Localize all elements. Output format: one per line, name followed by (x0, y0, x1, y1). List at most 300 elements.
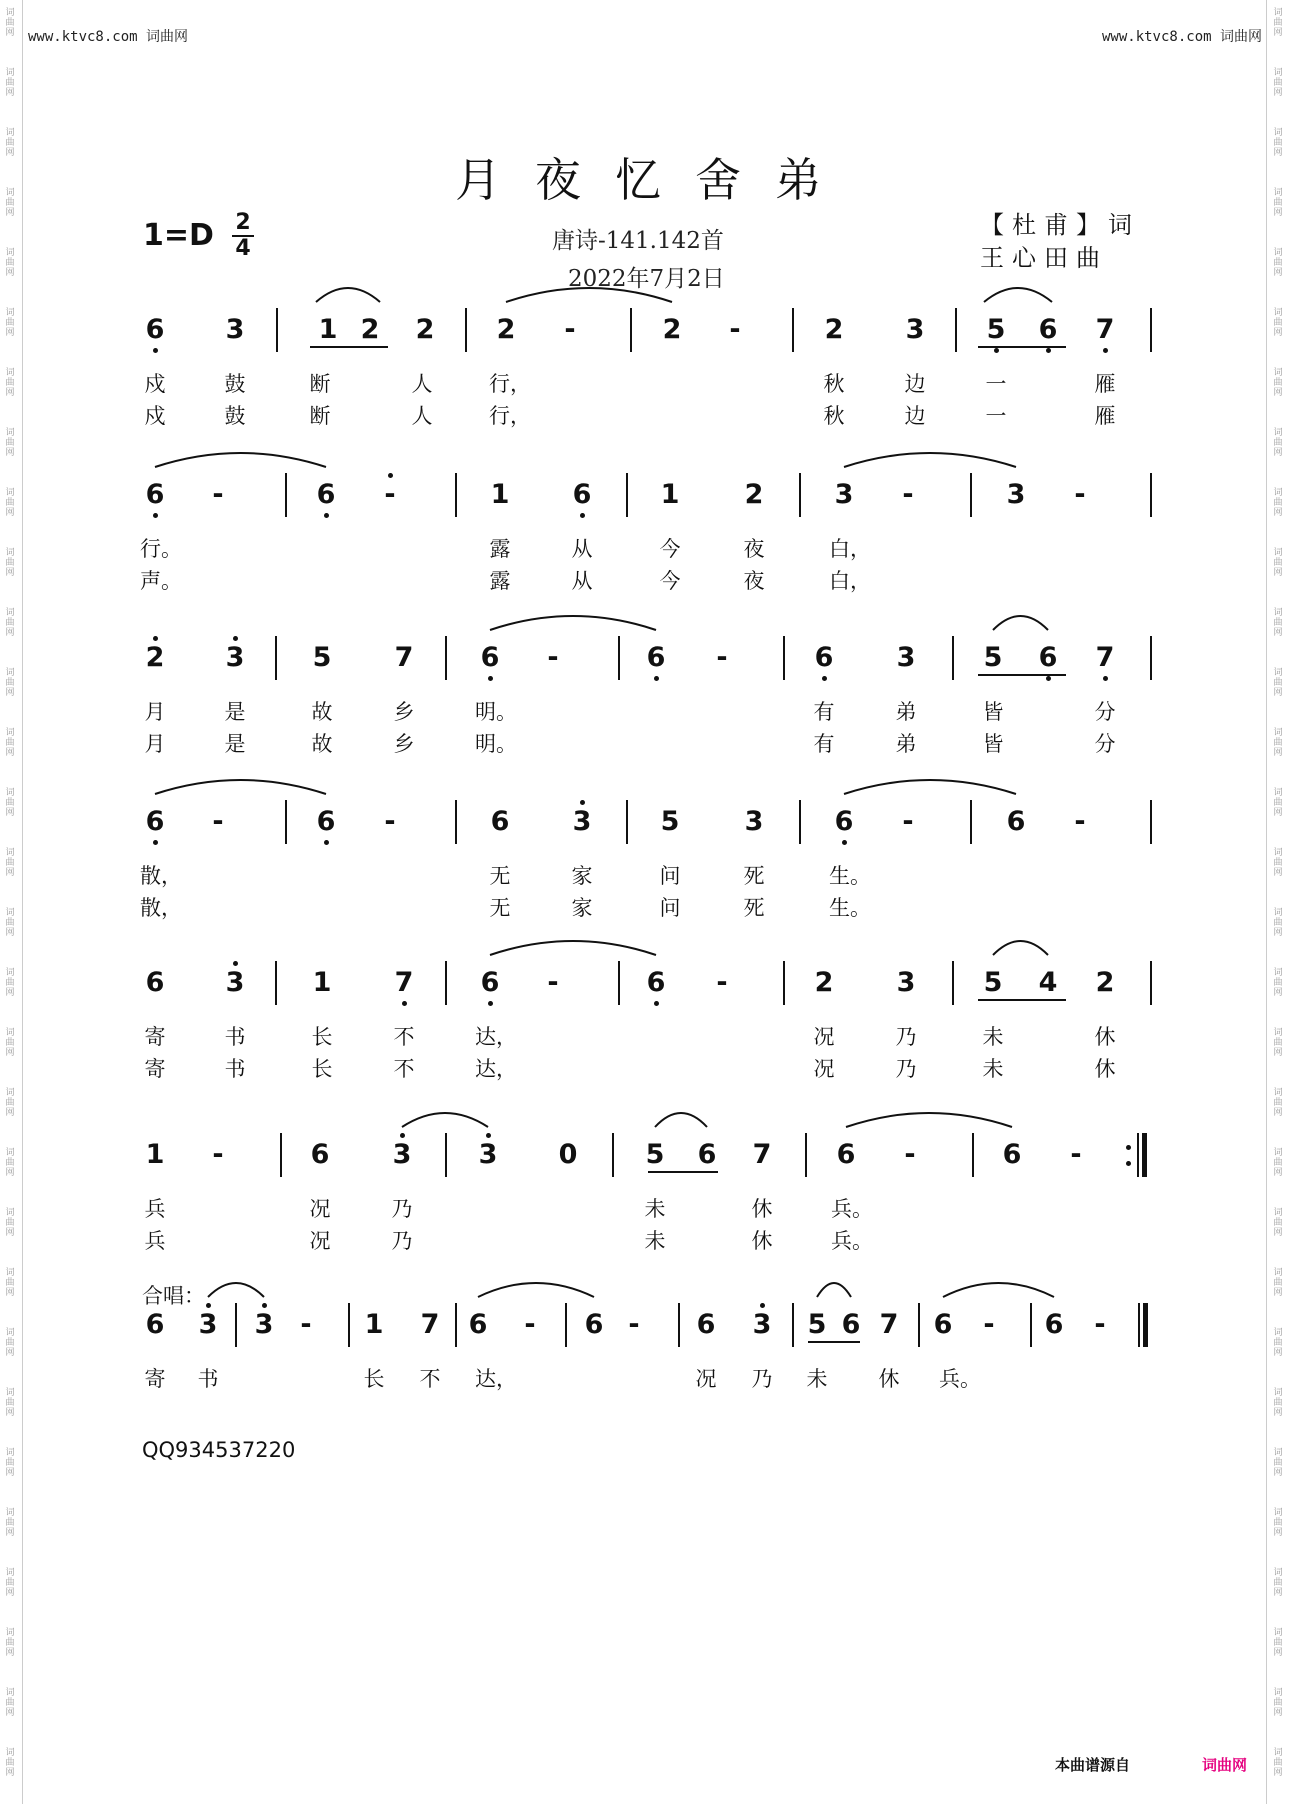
note: 3 (478, 1139, 498, 1170)
note: - (547, 967, 559, 998)
lyric-verse-2: 寄 (144, 1057, 166, 1081)
key-signature: 1=D (143, 218, 214, 253)
lyric-verse-2: 兵。 (831, 1229, 873, 1253)
side-watermark-mark: 词 曲 网 (5, 1268, 15, 1298)
note: 1 (490, 479, 510, 510)
barline (275, 636, 277, 680)
barline (445, 961, 447, 1005)
note: - (902, 479, 914, 510)
note-dot-below (1103, 676, 1108, 681)
note: 1 (145, 1139, 165, 1170)
lyric-verse-1: 无 (489, 864, 511, 888)
lyric-verse-2: 雁 (1094, 404, 1116, 428)
lyric-verse-2: 休 (1094, 1057, 1116, 1081)
lyric-verse-1: 今 (659, 537, 681, 561)
note: 7 (394, 967, 414, 998)
barline (280, 1133, 282, 1177)
note-dot-above (206, 1303, 211, 1308)
slur (989, 933, 1052, 959)
note: 2 (496, 314, 516, 345)
side-watermark-mark: 词 曲 网 (1273, 1448, 1283, 1478)
eighth-beam (978, 346, 1066, 348)
note-dot-above (262, 1303, 267, 1308)
note: - (983, 1309, 995, 1340)
side-watermark-mark: 词 曲 网 (1273, 548, 1283, 578)
side-watermark-mark: 词 曲 网 (1273, 1028, 1283, 1058)
composer-credit: 王心田曲 (980, 244, 1108, 272)
lyric-verse-2: 是 (224, 732, 246, 756)
lyric-verse-2: 白， (829, 569, 871, 593)
note: 2 (145, 642, 165, 673)
lyric-verse-1: 书 (197, 1367, 219, 1391)
note: 6 (646, 642, 666, 673)
side-watermark-mark: 词 曲 网 (5, 908, 15, 938)
barline (565, 1303, 567, 1347)
note: 6 (1006, 806, 1026, 837)
barline (235, 1303, 237, 1347)
lyric-verse-1: 不 (419, 1367, 441, 1391)
note: 7 (420, 1309, 440, 1340)
lyric-verse-1: 未 (806, 1367, 828, 1391)
barline (1150, 961, 1152, 1005)
note: 3 (198, 1309, 218, 1340)
note: 5 (986, 314, 1006, 345)
lyric-verse-1: 露 (489, 537, 511, 561)
side-watermark-mark: 词 曲 网 (5, 1208, 15, 1238)
note: 6 (584, 1309, 604, 1340)
note: 3 (225, 642, 245, 673)
barline (1150, 308, 1152, 352)
note: 3 (744, 806, 764, 837)
slur (840, 772, 1020, 798)
note: 1 (364, 1309, 384, 1340)
slur (312, 280, 384, 306)
slur (486, 608, 660, 634)
note-dot-below (580, 513, 585, 518)
note: - (729, 314, 741, 345)
lyric-verse-2: 长 (311, 1057, 333, 1081)
side-watermark-mark: 词 曲 网 (5, 1088, 15, 1118)
note: 7 (1095, 314, 1115, 345)
side-watermark-mark: 词 曲 网 (5, 1448, 15, 1478)
lyric-verse-1: 休 (1094, 1025, 1116, 1049)
lyric-verse-1: 休 (878, 1367, 900, 1391)
lyric-verse-1: 断 (309, 372, 331, 396)
barline (455, 1303, 457, 1347)
side-watermark-mark: 词 曲 网 (5, 1508, 15, 1538)
note-dot-above (233, 961, 238, 966)
footer-source-site: 词曲网 (1202, 1756, 1248, 1774)
left-watermark-strip (0, 0, 22, 1804)
barline (970, 800, 972, 844)
note: 6 (696, 1309, 716, 1340)
note: 6 (1044, 1309, 1064, 1340)
lyric-verse-1: 故 (311, 700, 333, 724)
note: 3 (225, 314, 245, 345)
note-dot-above (580, 800, 585, 805)
note: 5 (660, 806, 680, 837)
lyric-verse-2: 今 (659, 569, 681, 593)
note: 6 (836, 1139, 856, 1170)
subtitle: 唐诗-141.142首 (552, 228, 724, 254)
lyric-verse-2: 问 (659, 896, 681, 920)
lyric-verse-1: 乃 (391, 1197, 413, 1221)
barline (678, 1303, 680, 1347)
header-site-right: www.ktvc8.com 词曲网 (1101, 29, 1262, 45)
lyric-verse-2: 断 (309, 404, 331, 428)
note: 3 (752, 1309, 772, 1340)
lyric-verse-2: 休 (751, 1229, 773, 1253)
note: 1 (660, 479, 680, 510)
lyric-verse-1: 弟 (895, 700, 917, 724)
note: 3 (905, 314, 925, 345)
lyricist-credit: 【杜甫】词 (980, 211, 1140, 239)
lyric-verse-2: 月 (144, 732, 166, 756)
lyric-verse-1: 长 (311, 1025, 333, 1049)
right-watermark-strip (1268, 0, 1290, 1804)
note-dot-below (654, 676, 659, 681)
lyric-verse-2: 死 (743, 896, 765, 920)
lyric-verse-2: 弟 (895, 732, 917, 756)
note: 6 (480, 642, 500, 673)
side-watermark-mark: 词 曲 网 (1273, 308, 1283, 338)
lyric-verse-2: 达， (475, 1057, 517, 1081)
note: 5 (983, 642, 1003, 673)
slur (989, 608, 1052, 634)
barline (952, 961, 954, 1005)
side-watermark-mark: 词 曲 网 (5, 488, 15, 518)
lyric-verse-1: 况 (695, 1367, 717, 1391)
barline (630, 308, 632, 352)
slur (486, 933, 660, 959)
lyric-verse-1: 一 (985, 372, 1007, 396)
side-watermark-mark: 词 曲 网 (5, 68, 15, 98)
barline (445, 636, 447, 680)
lyric-verse-1: 寄 (144, 1367, 166, 1391)
note-dot-below (153, 348, 158, 353)
barline (792, 308, 794, 352)
side-watermark-mark: 词 曲 网 (1273, 968, 1283, 998)
note-dot-below (488, 1001, 493, 1006)
side-watermark-mark: 词 曲 网 (1273, 728, 1283, 758)
final-barline-thick (1142, 1133, 1147, 1177)
lyric-verse-2: 乃 (391, 1229, 413, 1253)
side-watermark-mark: 词 曲 网 (5, 848, 15, 878)
lyric-verse-1: 秋 (823, 372, 845, 396)
repeat-dot (1126, 1161, 1131, 1166)
barline (618, 636, 620, 680)
side-watermark-mark: 词 曲 网 (1273, 1088, 1283, 1118)
barline (970, 473, 972, 517)
note: 6 (145, 967, 165, 998)
side-watermark-mark: 词 曲 网 (5, 608, 15, 638)
side-watermark-mark: 词 曲 网 (5, 1568, 15, 1598)
barline (952, 636, 954, 680)
lyric-verse-2: 露 (489, 569, 511, 593)
note: - (547, 642, 559, 673)
barline (626, 800, 628, 844)
note-dot-above (153, 636, 158, 641)
side-watermark-mark: 词 曲 网 (5, 668, 15, 698)
note: 6 (834, 806, 854, 837)
lyric-verse-2: 兵 (144, 1229, 166, 1253)
side-watermark-mark: 词 曲 网 (1273, 68, 1283, 98)
note: 2 (1095, 967, 1115, 998)
note: 3 (254, 1309, 274, 1340)
footer-source-prefix: 本曲谱源自 (1055, 1756, 1131, 1774)
note: 6 (814, 642, 834, 673)
lyric-verse-1: 夜 (743, 537, 765, 561)
contact-qq: QQ934537220 (142, 1438, 296, 1462)
lyric-verse-1: 兵 (144, 1197, 166, 1221)
note: 6 (468, 1309, 488, 1340)
lyric-verse-2: 况 (813, 1057, 835, 1081)
note: 3 (1006, 479, 1026, 510)
note: 2 (662, 314, 682, 345)
note-dot-below (324, 513, 329, 518)
barline (612, 1133, 614, 1177)
side-watermark-mark: 词 曲 网 (5, 548, 15, 578)
lyric-verse-2: 况 (309, 1229, 331, 1253)
date: 2022年7月2日 (568, 266, 725, 292)
note: - (716, 967, 728, 998)
final-barline-thin (1138, 1303, 1140, 1347)
side-watermark-mark: 词 曲 网 (1273, 128, 1283, 158)
side-watermark-mark: 词 曲 网 (1273, 1148, 1283, 1178)
note: - (384, 479, 396, 510)
lyric-verse-2: 鼓 (224, 404, 246, 428)
right-margin-line (1266, 0, 1267, 1804)
note: 4 (1038, 967, 1058, 998)
note: 0 (558, 1139, 578, 1170)
lyric-verse-1: 雁 (1094, 372, 1116, 396)
lyric-verse-1: 白， (829, 537, 871, 561)
barline (455, 473, 457, 517)
lyric-verse-2: 分 (1094, 732, 1116, 756)
note: 6 (572, 479, 592, 510)
lyric-verse-1: 鼓 (224, 372, 246, 396)
lyric-verse-1: 边 (904, 372, 926, 396)
header-site-left: www.ktvc8.com 词曲网 (28, 29, 189, 45)
side-watermark-mark: 词 曲 网 (5, 1028, 15, 1058)
note: 6 (145, 806, 165, 837)
note: 3 (834, 479, 854, 510)
final-barline-thick (1143, 1303, 1148, 1347)
lyric-verse-2: 无 (489, 896, 511, 920)
lyric-verse-1: 兵。 (831, 1197, 873, 1221)
lyric-verse-2: 未 (982, 1057, 1004, 1081)
side-watermark-mark: 词 曲 网 (5, 308, 15, 338)
note: - (1074, 479, 1086, 510)
lyric-verse-1: 戍 (144, 372, 166, 396)
side-watermark-mark: 词 曲 网 (1273, 488, 1283, 518)
slur (840, 445, 1020, 471)
note: 6 (145, 479, 165, 510)
note: 7 (752, 1139, 772, 1170)
side-watermark-mark: 词 曲 网 (1273, 428, 1283, 458)
lyric-verse-1: 达， (475, 1025, 517, 1049)
lyric-verse-2: 书 (224, 1057, 246, 1081)
lyric-verse-2: 不 (393, 1057, 415, 1081)
lyric-verse-1: 有 (813, 700, 835, 724)
side-watermark-mark: 词 曲 网 (1273, 668, 1283, 698)
side-watermark-mark: 词 曲 网 (1273, 1328, 1283, 1358)
side-watermark-mark: 词 曲 网 (5, 1388, 15, 1418)
lyric-verse-1: 人 (411, 372, 433, 396)
lyric-verse-1: 兵。 (939, 1367, 981, 1391)
side-watermark-mark: 词 曲 网 (5, 188, 15, 218)
side-watermark-mark: 词 曲 网 (1273, 1268, 1283, 1298)
note-dot-below (153, 513, 158, 518)
lyric-verse-1: 未 (982, 1025, 1004, 1049)
note: 6 (646, 967, 666, 998)
note: 6 (490, 806, 510, 837)
lyric-verse-1: 月 (144, 700, 166, 724)
barline (955, 308, 957, 352)
lyric-verse-2: 人 (411, 404, 433, 428)
note-dot-above (233, 636, 238, 641)
barline (276, 308, 278, 352)
eighth-beam (978, 999, 1066, 1001)
lyric-verse-1: 明。 (475, 700, 517, 724)
note: 2 (744, 479, 764, 510)
lyric-verse-1: 问 (659, 864, 681, 888)
slur (939, 1275, 1058, 1301)
lyric-verse-1: 散， (140, 864, 182, 888)
note-dot-above (760, 1303, 765, 1308)
note: 3 (225, 967, 245, 998)
note: 5 (645, 1139, 665, 1170)
note: 6 (841, 1309, 861, 1340)
barline (465, 308, 467, 352)
barline (783, 961, 785, 1005)
note: 6 (1002, 1139, 1022, 1170)
note: 6 (1038, 642, 1058, 673)
note: - (212, 806, 224, 837)
eighth-beam (310, 346, 388, 348)
lyric-verse-2: 故 (311, 732, 333, 756)
lyric-verse-1: 生。 (829, 864, 871, 888)
note: - (1074, 806, 1086, 837)
note: 6 (933, 1309, 953, 1340)
note-dot-below (654, 1001, 659, 1006)
note-dot-above (388, 473, 393, 478)
note: 6 (310, 1139, 330, 1170)
side-watermark-mark: 词 曲 网 (5, 368, 15, 398)
side-watermark-mark: 词 曲 网 (1273, 848, 1283, 878)
lyric-verse-2: 戍 (144, 404, 166, 428)
note: 2 (814, 967, 834, 998)
slur (980, 280, 1056, 306)
lyric-verse-2: 边 (904, 404, 926, 428)
note: 2 (415, 314, 435, 345)
note-dot-below (1103, 348, 1108, 353)
note-dot-above (486, 1133, 491, 1138)
side-watermark-mark: 词 曲 网 (1273, 8, 1283, 38)
lyric-verse-1: 皆 (982, 700, 1004, 724)
side-watermark-mark: 词 曲 网 (5, 968, 15, 998)
barline (918, 1303, 920, 1347)
note: 6 (316, 479, 336, 510)
note-dot-above (400, 1133, 405, 1138)
lyric-verse-1: 达， (475, 1367, 517, 1391)
eighth-beam (648, 1171, 718, 1173)
slur (651, 1105, 711, 1131)
barline (1150, 636, 1152, 680)
side-watermark-mark: 词 曲 网 (1273, 1388, 1283, 1418)
lyric-verse-2: 皆 (982, 732, 1004, 756)
side-watermark-mark: 词 曲 网 (5, 788, 15, 818)
note-dot-below (822, 676, 827, 681)
barline (445, 1133, 447, 1177)
slur (151, 772, 330, 798)
lyric-verse-2: 乡 (393, 732, 415, 756)
note: 2 (360, 314, 380, 345)
note: 2 (824, 314, 844, 345)
barline (285, 800, 287, 844)
lyric-verse-1: 书 (224, 1025, 246, 1049)
note: 7 (879, 1309, 899, 1340)
note-dot-below (1046, 348, 1051, 353)
note: - (384, 806, 396, 837)
lyric-verse-2: 明。 (475, 732, 517, 756)
barline (285, 473, 287, 517)
lyric-verse-2: 未 (644, 1229, 666, 1253)
note-dot-below (994, 348, 999, 353)
barline (348, 1303, 350, 1347)
barline (1030, 1303, 1032, 1347)
note-dot-below (402, 1001, 407, 1006)
note-dot-below (324, 840, 329, 845)
lyric-verse-2: 有 (813, 732, 835, 756)
lyric-verse-1: 从 (571, 537, 593, 561)
barline (1150, 473, 1152, 517)
lyric-verse-2: 乃 (895, 1057, 917, 1081)
side-watermark-mark: 词 曲 网 (5, 1748, 15, 1778)
barline (1150, 800, 1152, 844)
lyric-verse-1: 长 (363, 1367, 385, 1391)
side-watermark-mark: 词 曲 网 (5, 1628, 15, 1658)
final-barline-thin (1137, 1133, 1139, 1177)
slur (502, 280, 676, 306)
slur (204, 1275, 268, 1301)
lyric-verse-1: 行。 (140, 537, 182, 561)
note: 5 (807, 1309, 827, 1340)
side-watermark-mark: 词 曲 网 (5, 728, 15, 758)
lyric-verse-1: 况 (813, 1025, 835, 1049)
repeat-dot (1126, 1145, 1131, 1150)
slur (398, 1105, 492, 1131)
note: 7 (1095, 642, 1115, 673)
lyric-verse-2: 行， (489, 404, 531, 428)
side-watermark-mark: 词 曲 网 (5, 8, 15, 38)
lyric-verse-2: 从 (571, 569, 593, 593)
lyric-verse-2: 家 (571, 896, 593, 920)
left-margin-line (22, 0, 23, 1804)
side-watermark-mark: 词 曲 网 (1273, 788, 1283, 818)
side-watermark-mark: 词 曲 网 (1273, 1208, 1283, 1238)
note: 6 (145, 314, 165, 345)
barline (799, 800, 801, 844)
time-signature (232, 212, 254, 260)
side-watermark-mark: 词 曲 网 (5, 1148, 15, 1178)
side-watermark-mark: 词 曲 网 (1273, 248, 1283, 278)
side-watermark-mark: 词 曲 网 (1273, 1568, 1283, 1598)
lyric-verse-2: 一 (985, 404, 1007, 428)
lyric-verse-2: 散， (140, 896, 182, 920)
note: 6 (697, 1139, 717, 1170)
barline (792, 1303, 794, 1347)
